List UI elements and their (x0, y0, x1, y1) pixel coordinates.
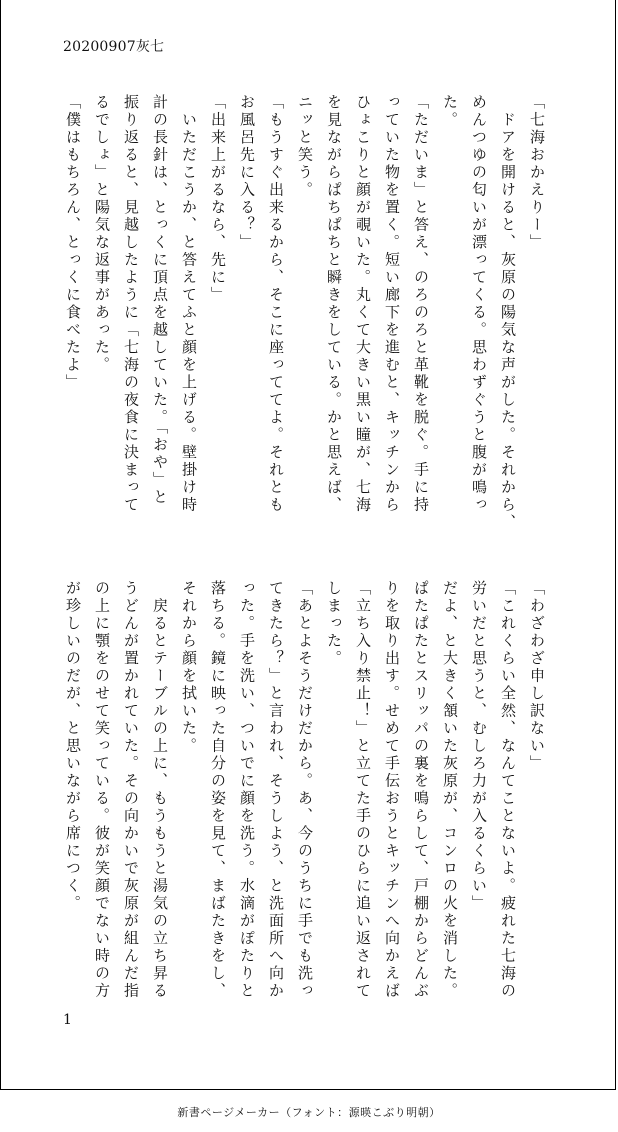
text-line: それから顔を拭いた。 (180, 580, 198, 755)
text-line: 「もうすぐ出来るから、そこに座っててよ。それとも (267, 94, 285, 514)
text-line: しまった。 (325, 580, 343, 668)
text-line: 落ちる。鏡に映った自分の姿を見て、まばたきをし、 (209, 580, 227, 1000)
text-line: 「出来上がるなら、先に」 (209, 94, 227, 304)
text-line: ぱたぱたとスリッパの裏を鳴らして、戸棚からどんぶ (412, 580, 430, 1000)
text-line: てきたら？」と言われ、そうしよう、と洗面所へ向か (267, 580, 285, 1000)
lower-text-block (58, 580, 551, 1000)
text-line: 労いだと思うと、むしろ力が入るくらい」 (470, 580, 488, 913)
upper-text-block (58, 94, 551, 532)
text-line: 「七海おかえりー」 (528, 94, 546, 252)
text-line: 「これくらい全然、なんてことないよ。疲れた七海の (499, 580, 517, 1000)
document-title: 20200907灰七 (63, 39, 165, 55)
text-line: めんつゆの匂いが漂ってくる。思わずぐうと腹が鳴っ (470, 94, 488, 514)
text-line: が珍しいのだが、と思いながら席につく。 (64, 580, 82, 913)
text-line: 「立ち入り禁止！」と立てた手のひらに追い返されて (354, 580, 372, 1000)
text-line: 「僕はもちろん、とっくに食べたよ」 (64, 94, 82, 392)
text-line: いただこうか、と答えてふと顔を上げる。壁掛け時 (180, 94, 198, 514)
text-line: 「わざわざ申し訳ない」 (528, 580, 546, 773)
text-line: 戻るとテーブルの上に、もうもうと湯気の立ち昇る (151, 580, 169, 1000)
text-line: ドアを開けると、灰原の陽気な声がした。それから、 (499, 94, 517, 532)
text-line: ひょこりと顔が覗いた。丸くて大きい黒い瞳が、七海 (354, 94, 372, 514)
text-line: るでしょ」と陽気な返事があった。 (93, 94, 111, 374)
footer-credit: 新書ページメーカー（フォント：源暎こぶり明朝） (177, 1106, 441, 1119)
text-line: 計の長針は、とっくに頂点を越していた。「おや」と (151, 94, 169, 507)
text-line: ニッと笑う。 (296, 94, 314, 199)
text-line: の上に顎をのせて笑っている。彼が笑顔でない時の方 (93, 580, 111, 1000)
text-line: った。手を洗い、ついでに顔を洗う。水滴がぽたりと (238, 580, 256, 1000)
text-line: 「ただいま」と答え、のろのろと革靴を脱ぐ。手に持 (412, 94, 430, 514)
text-line: お風呂先に入る？」 (238, 94, 256, 252)
text-line: だよ、と大きく頷いた灰原が、コンロの火を消した。 (441, 580, 459, 1000)
text-line: を見ながらぱちぱちと瞬きをしている。かと思えば、 (325, 94, 343, 514)
text-line: っていた物を置く。短い廊下を進むと、キッチンから (383, 94, 401, 514)
page-number: 1 (63, 1012, 72, 1028)
text-line: うどんが置かれていた。その向かいで灰原が組んだ指 (122, 580, 140, 1000)
text-line: た。 (441, 94, 459, 129)
text-line: りを取り出す。せめて手伝おうとキッチンへ向かえば (383, 580, 401, 1000)
text-line: 「あとよそうだけだから。あ、今のうちに手でも洗っ (296, 580, 314, 1000)
text-line: 振り返ると、見越したように「七海の夜食に決まって (122, 94, 140, 514)
